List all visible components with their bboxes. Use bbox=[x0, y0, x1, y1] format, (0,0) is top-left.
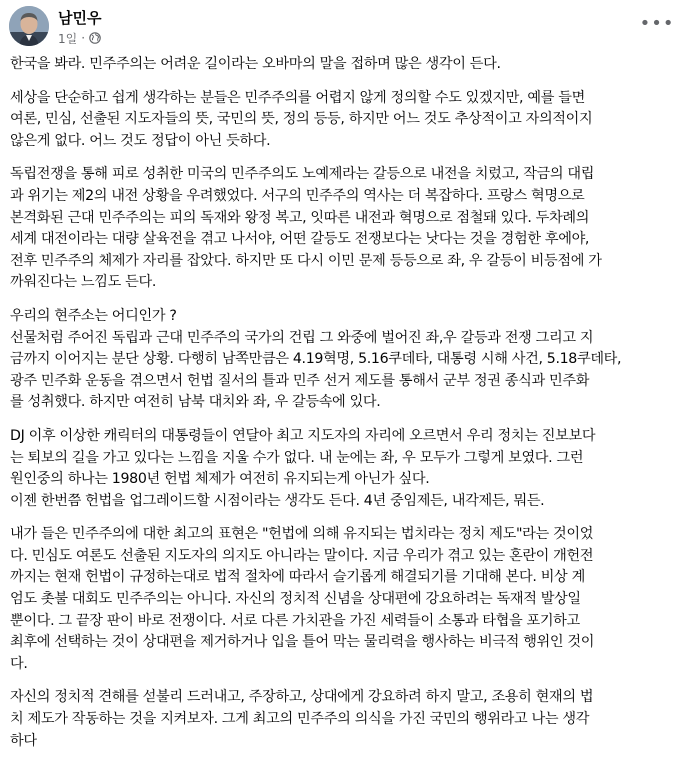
author-name[interactable]: 남민우 bbox=[58, 9, 102, 27]
text-line: 최후에 선택하는 것이 상대편을 제거하거나 입을 틀어 막는 물리력을 행사하는 비극적 행위인 것이 bbox=[10, 634, 595, 651]
post-meta bbox=[58, 30, 101, 46]
text-line: 까워진다는 느낌도 든다. bbox=[10, 274, 157, 291]
paragraph-4 bbox=[10, 306, 678, 414]
globe-icon[interactable] bbox=[89, 32, 101, 44]
text-line: 우리의 현주소는 어디인가 ? bbox=[10, 307, 177, 324]
avatar[interactable] bbox=[9, 6, 49, 46]
text-line: 자신의 정치적 견해를 섣불리 드러내고, 주장하고, 상대에게 강요하려 하지 말고, 조용히 현재의 법 bbox=[10, 689, 594, 706]
meta-separator: · bbox=[81, 31, 86, 45]
text-line: 금까지 이어지는 분단 상황. 다행히 남쪽만큼은 4.19혁명, 5.16쿠데타, 대통령 시해 사건, 5.18쿠데타, bbox=[10, 351, 622, 368]
text-line: DJ 이후 이상한 캐릭터의 대통령들이 연달아 최고 지도자의 자리에 오르면서 우리 정치는 진보보다 bbox=[10, 427, 596, 444]
text-line: 다. bbox=[10, 655, 28, 672]
text-line: 다. 민심도 여론도 선출된 지도자의 의지도 아니라는 말이다. 지금 우리가 겪고 있는 혼란이 개헌전 bbox=[10, 547, 594, 564]
text-line: 않은게 없다. 어느 것도 정답이 아닌 듯하다. bbox=[10, 132, 271, 149]
text-line: 과 위기는 제2의 내전 상황을 우려했었다. 서구의 민주주의 역사는 더 복잡하다. 프랑스 혁명으로 bbox=[10, 187, 585, 204]
text-line: 세상을 단순하고 쉽게 생각하는 분들은 민주주의를 어렵지 않게 정의할 수도 있겠지만, 예를 들면 bbox=[10, 89, 585, 106]
post-body bbox=[10, 54, 678, 764]
text-line: 뿐이다. 그 끝장 판이 바로 전쟁이다. 서로 다른 가치관을 가진 세력들이 소통과 타협을 포기하고 bbox=[10, 612, 580, 629]
paragraph-2 bbox=[10, 88, 678, 153]
paragraph-7 bbox=[10, 687, 678, 752]
text-line: 전후 민주주의 체제가 자리를 잡았다. 하지만 또 다시 이민 문제 등등으로 좌, 우 갈등이 비등점에 가 bbox=[10, 252, 602, 269]
text-line: 를 성취했다. 하지만 여전히 남북 대치와 좌, 우 갈등속에 있다. bbox=[10, 394, 381, 411]
paragraph-3 bbox=[10, 164, 678, 294]
text-line: 내가 들은 민주주의에 대한 최고의 표현은 "헌법에 의해 유지되는 법치라는 정치 제도"라는 것이었 bbox=[10, 526, 594, 543]
text-line: 엄도 촛불 대회도 민주주의는 아니다. 자신의 정치적 신념을 상대편에 강요하려는 독재적 발상일 bbox=[10, 591, 581, 608]
text-line: 선물처럼 주어진 독립과 근대 민주주의 국가의 건립 그 와중에 벌어진 좌,우 갈등과 전쟁 그리고 지 bbox=[10, 329, 594, 346]
paragraph-1 bbox=[10, 54, 678, 76]
paragraph-6 bbox=[10, 524, 678, 675]
text-line: 독립전쟁을 통해 피로 성취한 미국의 민주주의도 노예제라는 갈등으로 내전을 치렀고, 작금의 대립 bbox=[10, 166, 595, 183]
post-header bbox=[0, 0, 685, 56]
text-line: 본격화된 근대 민주주의는 피의 독재와 왕정 복고, 잇따른 내전과 혁명으로 점철돼 있다. 두차례의 bbox=[10, 209, 590, 226]
avatar-image bbox=[9, 6, 49, 46]
text-line: 한국을 봐라. 민주주의는 어려운 길이라는 오바마의 말을 접하며 많은 생각이 든다. bbox=[10, 56, 501, 72]
post-time[interactable]: 1일 bbox=[58, 31, 78, 46]
text-line: 원인중의 하나는 1980년 헌법 체제가 여전히 유지되는게 아닌가 싶다. bbox=[10, 471, 430, 488]
text-line: 세계 대전이라는 대량 살육전을 겪고 나서야, 어떤 갈등도 전쟁보다는 낫다는 것을 경험한 후에야, bbox=[10, 231, 590, 248]
text-line: 까지는 현재 헌법이 규정하는대로 법적 절차에 따라서 슬기롭게 해결되기를 기대해 본다. 비상 계 bbox=[10, 569, 585, 586]
text-line: 치 제도가 작동하는 것을 지켜보자. 그게 최고의 민주주의 의식을 가진 국민의 행위라고 나는 생각 bbox=[10, 711, 590, 728]
text-line: 이젠 한번쯤 헌법을 업그레이드할 시점이라는 생각도 든다. 4년 중임제든, 내각제든, 뭐든. bbox=[10, 492, 545, 509]
paragraph-5 bbox=[10, 426, 678, 512]
text-line: 하다 bbox=[10, 732, 37, 749]
text-line: 광주 민주화 운동을 겪으면서 헌법 질서의 틀과 민주 선거 제도를 통해서 군부 정권 종식과 민주화 bbox=[10, 372, 590, 389]
text-line: 여론, 민심, 선출된 지도자들의 뜻, 국민의 뜻, 정의 등등, 하지만 어느 것도 추상적이고 자의적이지 bbox=[10, 111, 593, 128]
text-line: 는 퇴보의 길을 가고 있다는 느낌을 지울 수가 없다. 내 눈에는 좌, 우 모두가 그렇게 보였다. 그런 bbox=[10, 449, 584, 466]
more-options-icon[interactable]: ••• bbox=[639, 12, 675, 34]
